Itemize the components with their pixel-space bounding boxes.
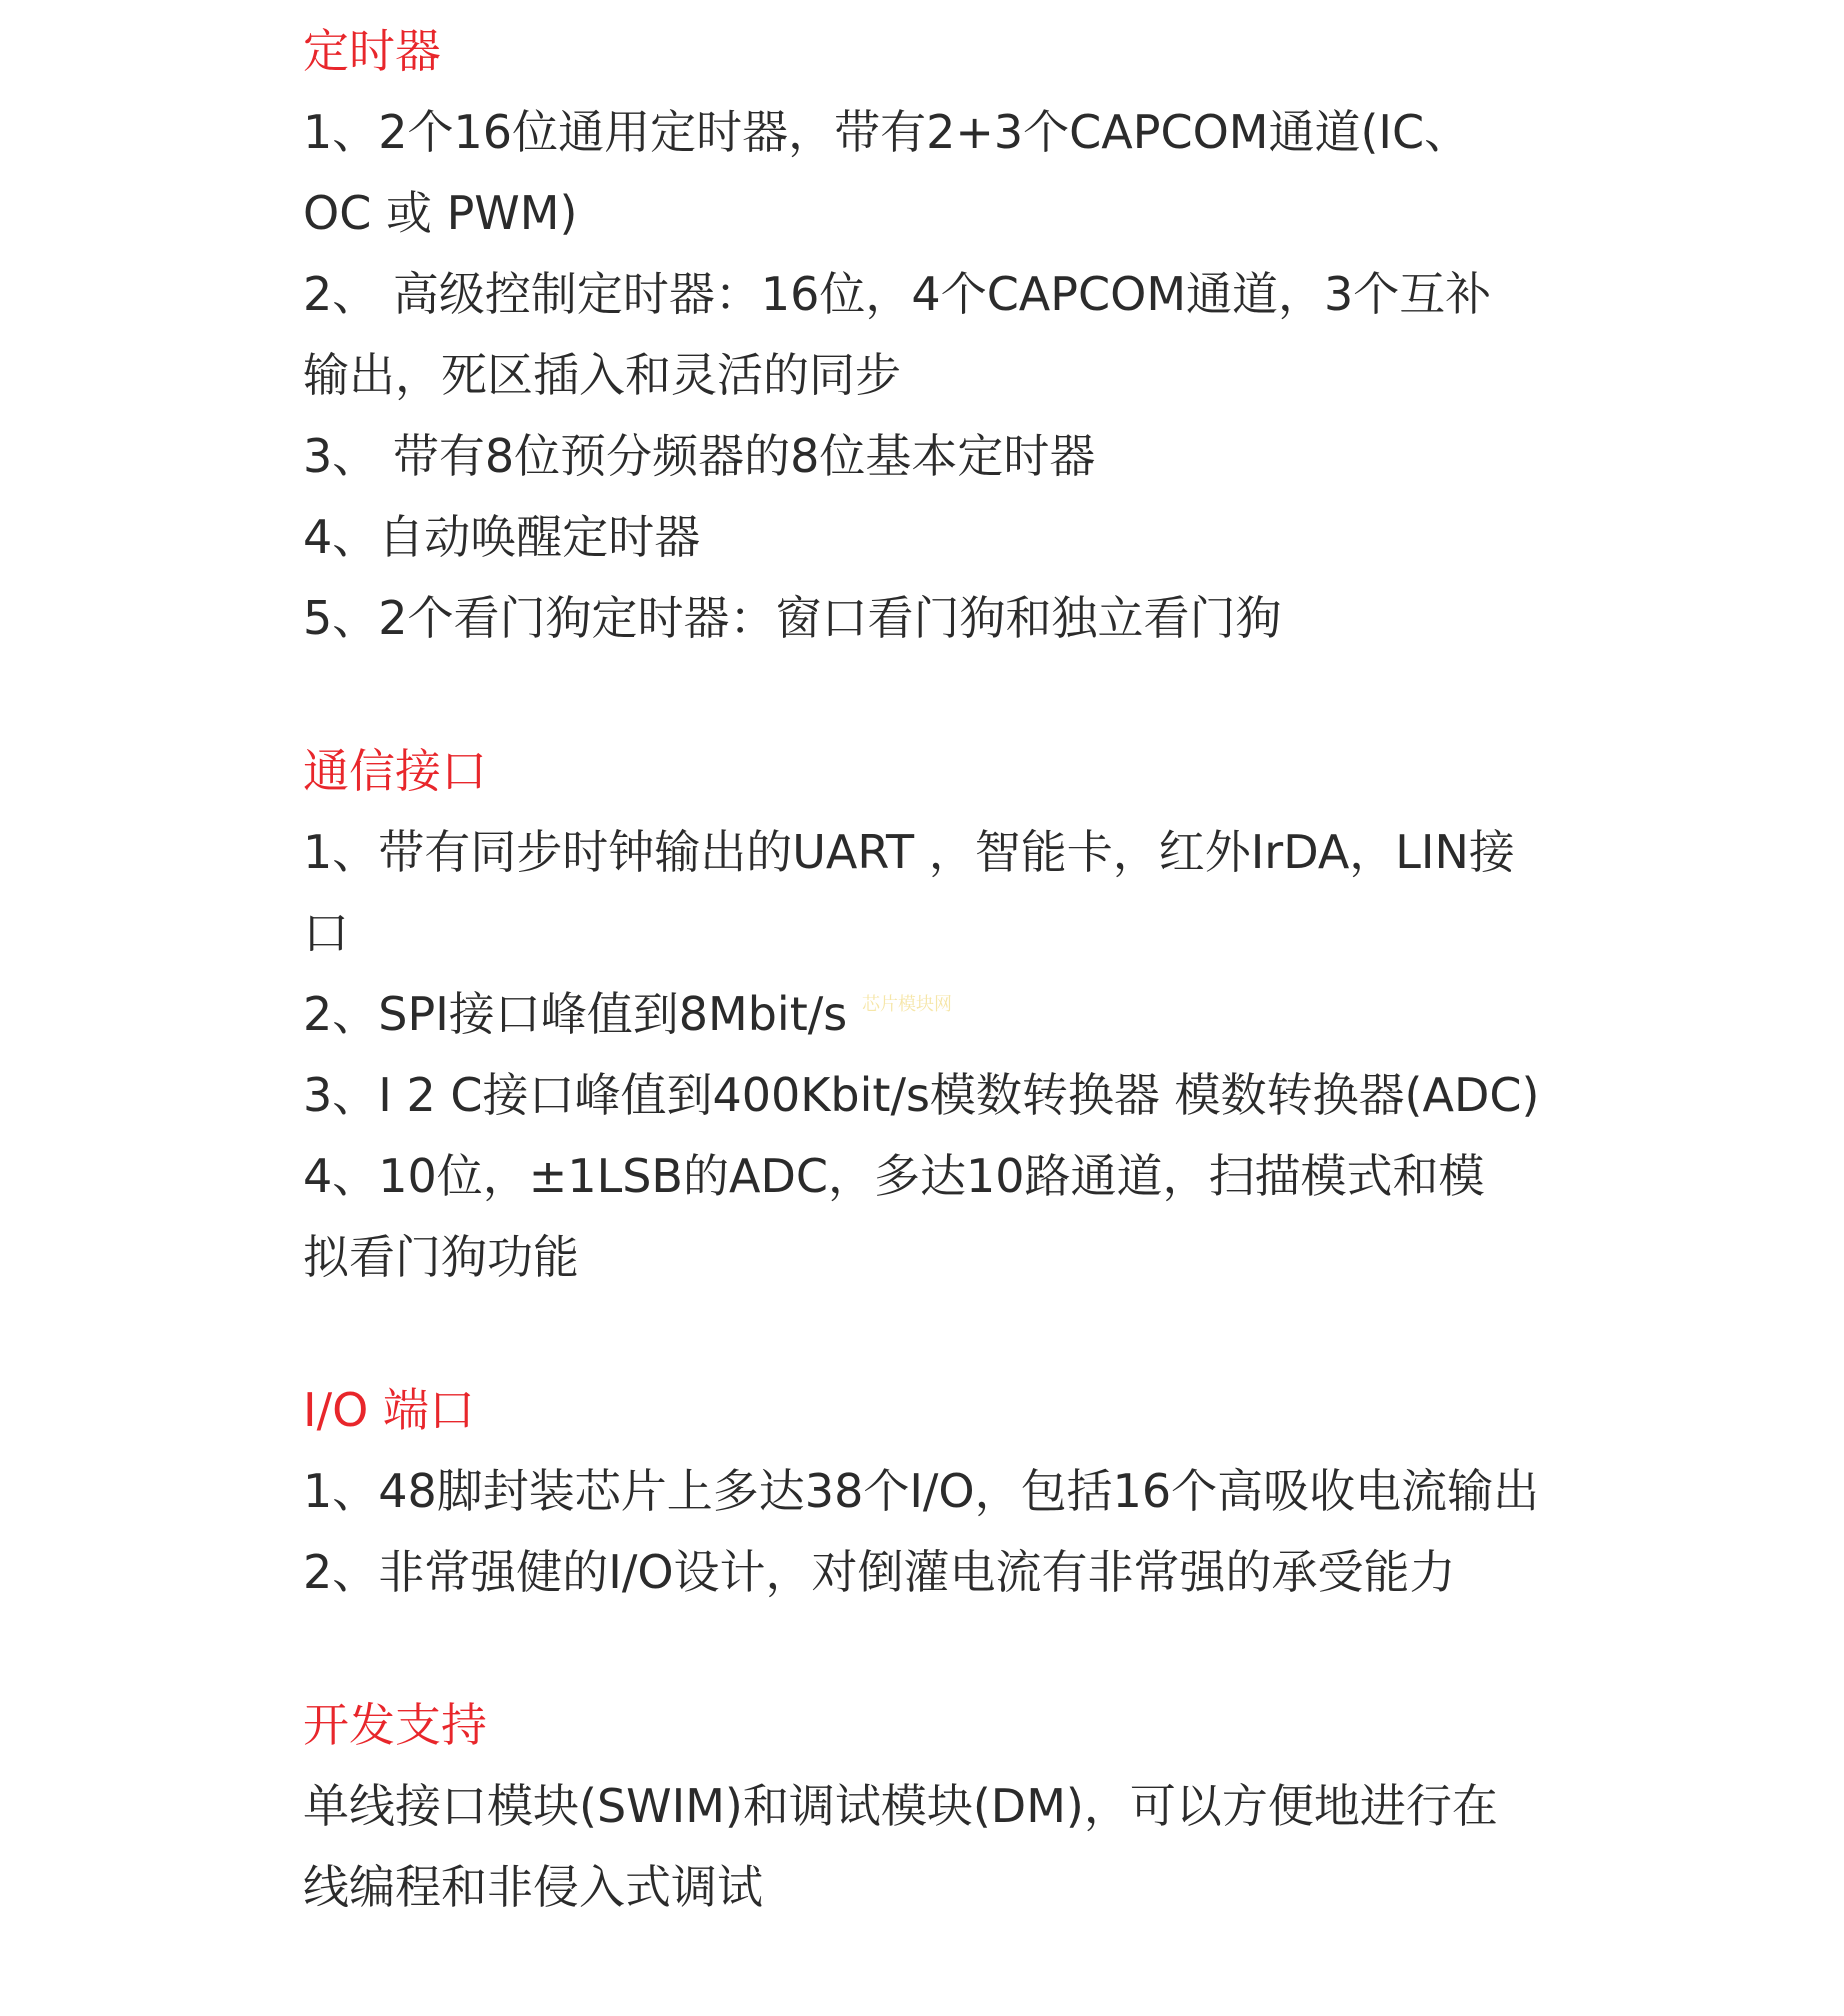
dev-support-item-1: 单线接口模块(SWIM)和调试模块(DM)，可以方便地进行在 线编程和非侵入式调试 xyxy=(303,1779,1498,1914)
section-heading-timers: 定时器 xyxy=(303,24,441,78)
comm-item-2: 2、SPI接口峰值到8Mbit/s xyxy=(303,987,848,1041)
document-content xyxy=(303,22,1563,1928)
section-heading-dev-support: 开发支持 xyxy=(303,1698,487,1752)
comm-item-4: 4、10位，±1LSB的ADC，多达10路通道，扫描模式和模 拟看门狗功能 xyxy=(303,1149,1485,1284)
timer-item-3: 3、 带有8位预分频器的8位基本定时器 xyxy=(303,429,1096,483)
timer-item-2: 2、 高级控制定时器：16位，4个CAPCOM通道，3个互补 输出，死区插入和灵活的同步 xyxy=(303,267,1492,402)
section-heading-communication: 通信接口 xyxy=(303,744,487,798)
timer-item-1: 1、2个16位通用定时器，带有2+3个CAPCOM通道(IC、 OC 或 PWM) xyxy=(303,105,1471,240)
watermark-text: 芯片模块网 xyxy=(862,994,952,1015)
section-dev-support xyxy=(303,1696,1563,1928)
io-item-1: 1、48脚封装芯片上多达38个I/O，包括16个高吸收电流输出 xyxy=(303,1464,1540,1518)
comm-item-1: 1、带有同步时钟输出的UART ，智能卡，红外IrDA，LIN接 口 xyxy=(303,825,1515,960)
timer-item-4: 4、自动唤醒定时器 xyxy=(303,510,701,564)
section-heading-io-ports: I/O 端口 xyxy=(303,1383,475,1437)
timer-item-5: 5、2个看门狗定时器：窗口看门狗和独立看门狗 xyxy=(303,591,1282,645)
io-item-2: 2、非常强健的I/O设计，对倒灌电流有非常强的承受能力 xyxy=(303,1545,1456,1599)
section-timers xyxy=(303,22,1563,659)
section-communication xyxy=(303,742,1563,1298)
comm-item-3: 3、I 2 C接口峰值到400Kbit/s模数转换器 模数转换器(ADC) xyxy=(303,1068,1540,1122)
section-io-ports xyxy=(303,1381,1563,1613)
